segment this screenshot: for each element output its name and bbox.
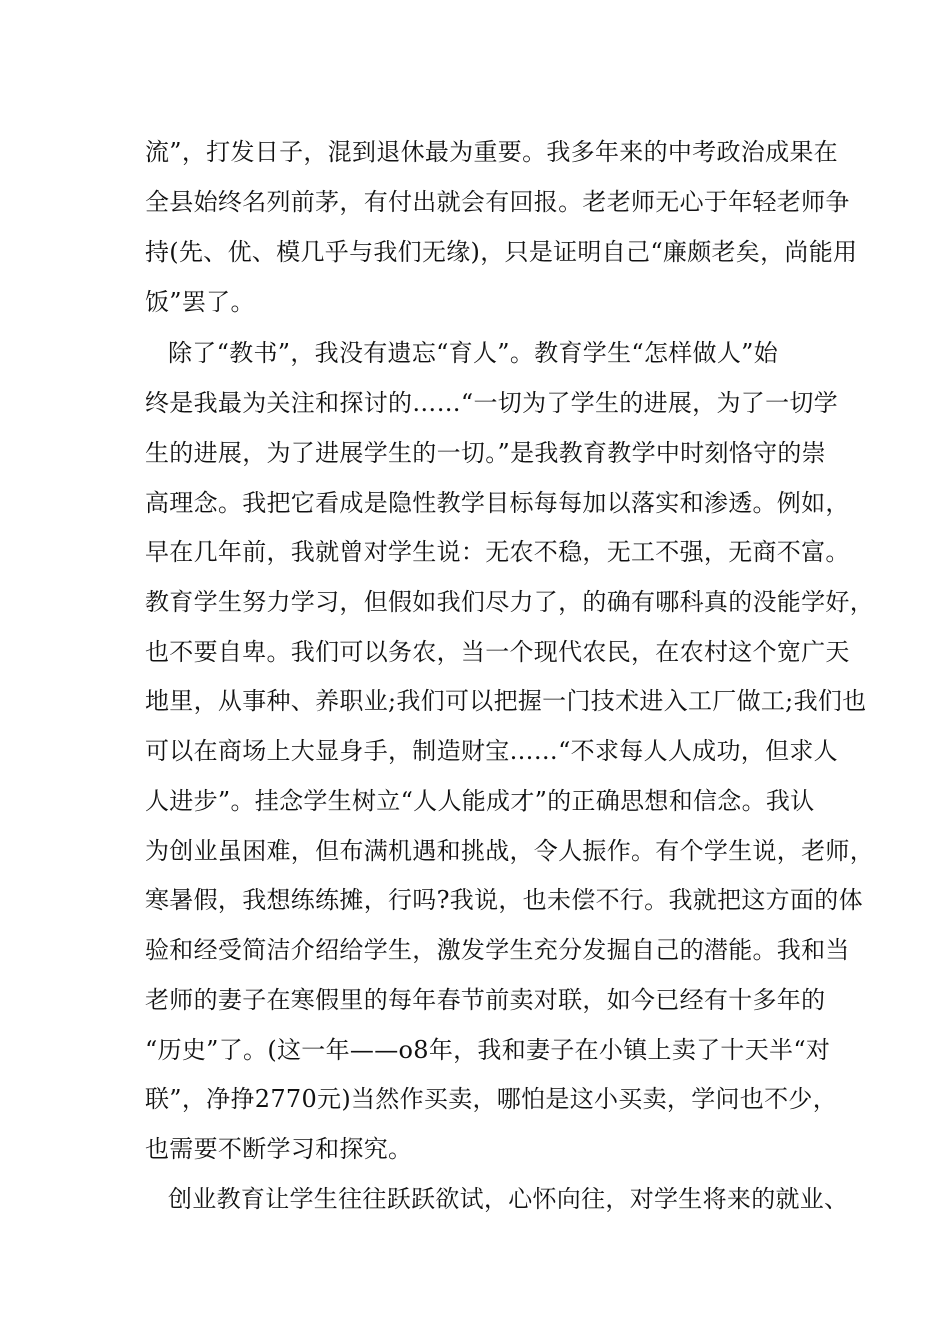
text-line: 生的进展，为了进展学生的一切。”是我教育教学中时刻恪守的崇 [145,439,826,467]
text-line: 创业教育让学生往往跃跃欲试，心怀向往，对学生将来的就业、 [168,1185,849,1213]
text-line: 老师的妻子在寒假里的每年春节前卖对联，如今已经有十多年的 [145,986,826,1014]
text-line: 可以在商场上大显身手，制造财宝……“不求每人人成功，但求人 [145,737,838,765]
text-line: 也需要不断学习和探究。 [145,1135,413,1163]
text-line: 寒暑假，我想练练摊，行吗?我说，也未偿不行。我就把这方面的体 [145,886,863,914]
text-line: 教育学生努力学习，但假如我们尽力了，的确有哪科真的没能学好， [145,588,874,616]
text-line: “历史”了。(这一年——o8年，我和妻子在小镇上卖了十天半“对 [145,1036,831,1064]
text-line: 早在几年前，我就曾对学生说：无农不稳，无工不强，无商不富。 [145,538,850,566]
text-line: 持(先、优、模几乎与我们无缘)，只是证明自己“廉颇老矣，尚能用 [145,238,858,266]
text-line: 为创业虽困难，但布满机遇和挑战，令人振作。有个学生说，老师， [145,837,874,865]
text-line: 除了“教书”，我没有遗忘“育人”。教育学生“怎样做人”始 [168,339,779,367]
text-line: 联”，净挣2770元)当然作买卖，哪怕是这小买卖，学问也不少， [145,1085,838,1113]
text-line: 地里，从事种、养职业;我们可以把握一门技术进入工厂做工;我们也 [145,687,867,715]
text-line: 终是我最为关注和探讨的……“一切为了学生的进展，为了一切学 [145,389,838,417]
text-line: 全县始终名列前茅，有付出就会有回报。老老师无心于年轻老师争 [145,188,850,216]
text-line: 人进步”。挂念学生树立“人人能成才”的正确思想和信念。我认 [145,787,815,815]
text-line: 也不要自卑。我们可以务农，当一个现代农民，在农村这个宽广天 [145,638,850,666]
text-line: 饭”罢了。 [145,288,255,316]
text-line: 流”，打发日子，混到退休最为重要。我多年来的中考政治成果在 [145,138,838,166]
text-line: 验和经受简洁介绍给学生，激发学生充分发掘自己的潜能。我和当 [145,936,850,964]
text-line: 高理念。我把它看成是隐性教学目标每每加以落实和渗透。例如， [145,489,850,517]
